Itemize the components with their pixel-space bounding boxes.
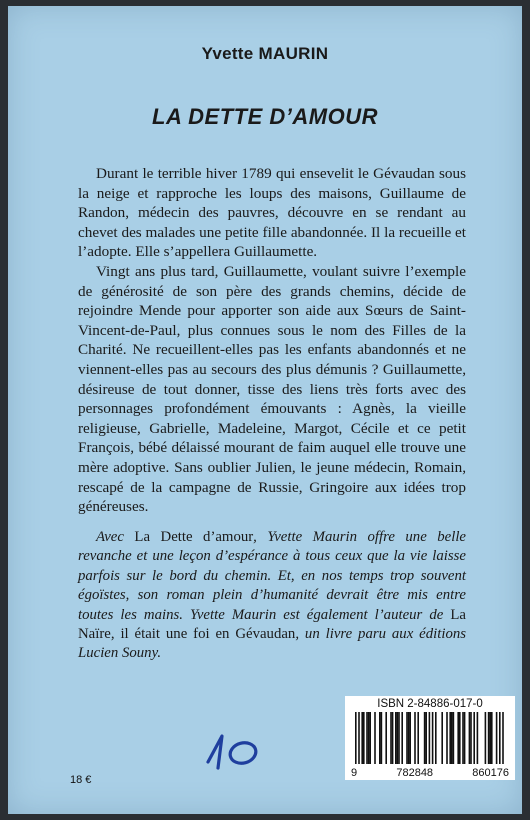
barcode-bar (446, 712, 448, 764)
barcode-bars (355, 712, 507, 764)
barcode-bar (397, 712, 399, 764)
barcode-digits (345, 767, 515, 779)
barcode-bar (408, 712, 410, 764)
barcode (345, 696, 515, 780)
barcode-bar (459, 712, 461, 764)
synopsis-paragraph: Vingt ans plus tard, Guillaumette, voulant suivre l’exemple de générosité de son père des grands chemins, décide de rejoindre Mende pour apporter son aide aux Sœurs de Saint-Vincent-de-Paul, plus connues sous le nom des Filles de la Charité. Ne recueillent-elles pas les enfants abandonnés et ne viennent-elles pas au secours des plus démunis ? Guillaumette, désireuse de tout donner, tisse des liens très forts avec des personnages profondément émouvants : Agnès, la vieille religieuse, Gabrielle, Madeleine, Margot, Cécile et ce petit François, bébé délaissé mourant de faim auquel elle trouve une mère adoptive. Sans oublier Julien, le jeune médecin, Romain, rescapé de la campagne de Russie, Gringoire aux idées trop généreuses. (78, 262, 466, 516)
barcode-bar (453, 712, 455, 764)
synopsis (78, 164, 466, 517)
barcode-bar (432, 712, 434, 764)
barcode-bar (429, 712, 431, 764)
barcode-bar (355, 712, 357, 764)
barcode-bar (491, 712, 493, 764)
barcode-bar (464, 712, 466, 764)
barcode-bar (462, 712, 464, 764)
barcode-bar (392, 712, 394, 764)
ean-left-group: 782848 (396, 767, 434, 779)
barcode-bar (496, 712, 498, 764)
price-label: 18 € (70, 774, 92, 786)
isbn-label: ISBN 2-84886-017-0 (377, 698, 483, 710)
barcode-bar (499, 712, 501, 764)
review-segment: Avec (96, 529, 135, 545)
barcode-bar (424, 712, 426, 764)
synopsis-paragraph: Durant le terrible hiver 1789 qui ensevelit le Gévaudan sous la neige et rapproche les loups des maisons, Guillaume de Randon, médecin des pauvres, découvre en se rendant au chevet des malades une petite fille abandonnée. Il la recueille et l’adopte. Elle s’appellera Guillaumette. (78, 165, 466, 261)
barcode-bar (441, 712, 443, 764)
barcode-bar (358, 712, 360, 764)
barcode-bar (401, 712, 403, 764)
barcode-bar (368, 712, 370, 764)
book-title: LA DETTE D’AMOUR (152, 104, 378, 129)
barcode-bar (488, 712, 490, 764)
ean-right-group: 860176 (472, 767, 509, 779)
barcode-bar (363, 712, 365, 764)
barcode-bar (489, 712, 491, 764)
author-name: Yvette MAURIN (201, 44, 329, 63)
barcode-bar (385, 712, 387, 764)
barcode-bar (477, 712, 479, 764)
barcode-bar (398, 712, 400, 764)
barcode-bar (451, 712, 453, 764)
barcode-bar (366, 712, 368, 764)
barcode-bar (435, 712, 437, 764)
barcode-bar (485, 712, 487, 764)
barcode-bar (361, 712, 363, 764)
barcode-bar (381, 712, 383, 764)
barcode-bar (409, 712, 411, 764)
ean-first-digit: 9 (351, 767, 358, 779)
barcode-bar (470, 712, 472, 764)
barcode-bar (406, 712, 408, 764)
barcode-bar (469, 712, 471, 764)
barcode-bar (369, 712, 371, 764)
barcode-bar (379, 712, 381, 764)
review-book-title: La Dette d’amour (134, 529, 254, 545)
review-segment: , Yvette Maurin offre une belle revanche et une leçon d’espérance à tous ceux que la vie laisse parfois sur le bord du chemin. Et, en nos temps trop souvent égoïstes, son roman plein d’humanité devrait être mis entre toutes les mains. Yvette Maurin est également l’auteur de (78, 529, 466, 623)
review-segment: , un livre paru aux éditions Lucien Souny. (78, 626, 466, 662)
barcode-bar (425, 712, 427, 764)
barcode-bar (502, 712, 504, 764)
barcode-bar (457, 712, 459, 764)
review-other-book-title: La Naïre, il était une foi en Gévaudan (78, 606, 466, 643)
barcode-bar (374, 712, 376, 764)
barcode-bar (414, 712, 416, 764)
barcode-bar (417, 712, 419, 764)
barcode-bar (395, 712, 397, 764)
book-back-cover (8, 6, 522, 814)
barcode-bar (473, 712, 475, 764)
barcode-bar (449, 712, 451, 764)
review-text (78, 528, 466, 664)
handwritten-mark (198, 728, 268, 778)
barcode-bar (390, 712, 392, 764)
